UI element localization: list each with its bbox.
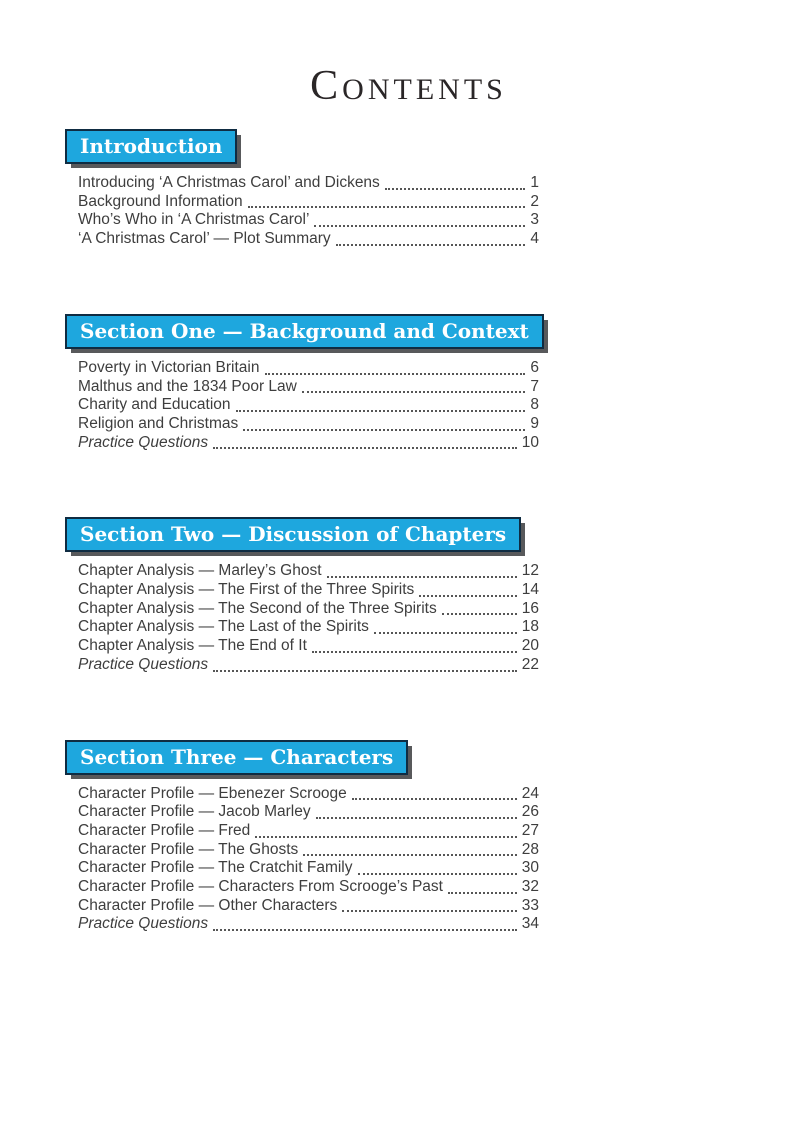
page-number: 7: [530, 377, 539, 395]
dot-leader: [303, 854, 517, 856]
toc-content: [65, 129, 539, 934]
toc-entry: [78, 822, 539, 841]
page-number: 8: [530, 396, 539, 414]
section-entries: [65, 359, 539, 453]
dot-leader: [255, 836, 516, 838]
toc-entry: [78, 415, 539, 434]
section-badge: Introduction: [65, 129, 237, 164]
entry-title: Character Profile — Characters From Scrooge’s Past: [78, 878, 443, 896]
page-number: 18: [521, 618, 539, 636]
entry-title: Chapter Analysis — The End of It: [78, 637, 307, 655]
entry-title: Character Profile — Fred: [78, 821, 251, 839]
entry-title: Poverty in Victorian Britain: [78, 358, 260, 376]
entry-title: Character Profile — Jacob Marley: [78, 803, 311, 821]
page-number: 6: [530, 358, 539, 376]
toc-entry: [78, 600, 539, 619]
page-title-initial: C: [310, 63, 343, 109]
toc-entry: [78, 230, 539, 249]
page-number: 27: [521, 821, 539, 839]
dot-leader: [374, 632, 517, 634]
dot-leader: [213, 929, 517, 931]
dot-leader: [342, 910, 516, 912]
entry-title: Introducing ‘A Christmas Carol’ and Dickens: [78, 174, 380, 191]
toc-entry: [78, 841, 539, 860]
entry-title: Character Profile — The Cratchit Family: [78, 859, 353, 877]
page-number: 10: [521, 433, 539, 451]
section-entries: [65, 785, 539, 935]
entry-title: Chapter Analysis — Marley’s Ghost: [78, 562, 322, 580]
toc-entry: [78, 378, 539, 397]
toc-entry: [78, 878, 539, 897]
page-number: 22: [521, 655, 539, 673]
page-number: 20: [521, 637, 539, 655]
toc-entry: [78, 803, 539, 822]
entry-title: Character Profile — The Ghosts: [78, 840, 299, 858]
entry-title: Character Profile — Ebenezer Scrooge: [78, 784, 347, 802]
page-number: 9: [530, 414, 539, 432]
dot-leader: [265, 373, 526, 375]
dot-leader: [302, 391, 526, 393]
page-number: 12: [521, 562, 539, 580]
page-number: 4: [530, 230, 539, 248]
dot-leader: [419, 595, 516, 597]
page-number: 32: [521, 878, 539, 896]
page-title-rest: ONTENTS: [342, 73, 507, 106]
dot-leader: [314, 225, 525, 227]
entry-title: Chapter Analysis — The First of the Three Spirits: [78, 581, 415, 599]
toc-entry: [78, 637, 539, 656]
toc-entry: [78, 897, 539, 916]
toc-entry: [78, 562, 539, 581]
dot-leader: [385, 188, 526, 190]
entry-title: ‘A Christmas Carol’ — Plot Summary: [78, 230, 331, 248]
dot-leader: [448, 892, 517, 894]
entry-title: Who’s Who in ‘A Christmas Carol’: [78, 211, 310, 229]
page-number: 33: [521, 896, 539, 914]
entry-title: Practice Questions: [78, 655, 209, 673]
dot-leader: [248, 206, 526, 208]
dot-leader: [236, 410, 526, 412]
toc-section: [65, 517, 539, 674]
toc-entry: [78, 174, 539, 193]
entry-title: Character Profile — Other Characters: [78, 896, 338, 914]
section-badge: Section Three — Characters: [65, 740, 408, 775]
page-title: [8, 63, 801, 110]
entry-title: Chapter Analysis — The Last of the Spirits: [78, 618, 369, 636]
page-number: 14: [521, 581, 539, 599]
toc-entry: [78, 211, 539, 230]
entry-title: Religion and Christmas: [78, 414, 239, 432]
page-number: 30: [521, 859, 539, 877]
dot-leader: [327, 576, 517, 578]
section-entries: [65, 174, 539, 249]
toc-entry: [78, 581, 539, 600]
dot-leader: [358, 873, 517, 875]
page-number: 3: [530, 211, 539, 229]
dot-leader: [213, 670, 517, 672]
entry-title: Practice Questions: [78, 915, 209, 933]
entry-title: Practice Questions: [78, 433, 209, 451]
section-badge: Section One — Background and Context: [65, 314, 544, 349]
toc-entry: [78, 434, 539, 453]
toc-section: [65, 740, 539, 935]
page-number: 16: [521, 599, 539, 617]
toc-entry: [78, 785, 539, 804]
page-number: 28: [521, 840, 539, 858]
page-number: 2: [530, 192, 539, 210]
toc-entry: [78, 193, 539, 212]
toc-entry: [78, 915, 539, 934]
page-number: 34: [521, 915, 539, 933]
page-number: 24: [521, 784, 539, 802]
toc-entry: [78, 859, 539, 878]
toc-entry: [78, 396, 539, 415]
dot-leader: [243, 429, 525, 431]
dot-leader: [336, 244, 526, 246]
entry-title: Background Information: [78, 192, 243, 210]
toc-entry: [78, 359, 539, 378]
toc-entry: [78, 618, 539, 637]
entry-title: Chapter Analysis — The Second of the Three Spirits: [78, 599, 437, 617]
section-badge: Section Two — Discussion of Chapters: [65, 517, 521, 552]
section-entries: [65, 562, 539, 674]
page-number: 1: [530, 174, 539, 191]
dot-leader: [213, 447, 517, 449]
toc-section: [65, 314, 539, 453]
toc-entry: [78, 656, 539, 675]
entry-title: Charity and Education: [78, 396, 231, 414]
dot-leader: [442, 613, 517, 615]
dot-leader: [312, 651, 517, 653]
toc-section: [65, 129, 539, 249]
entry-title: Malthus and the 1834 Poor Law: [78, 377, 297, 395]
page-number: 26: [521, 803, 539, 821]
dot-leader: [316, 817, 517, 819]
dot-leader: [352, 798, 517, 800]
